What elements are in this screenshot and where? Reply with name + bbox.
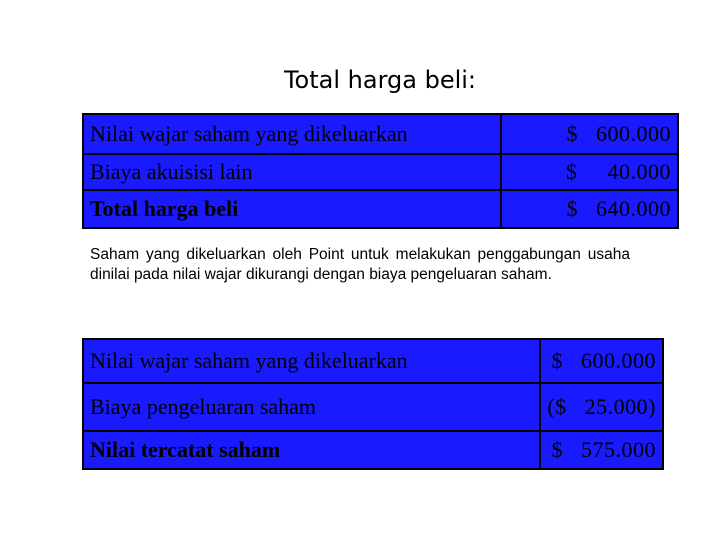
table-row — [83, 114, 678, 154]
stock-value-table — [82, 338, 664, 470]
table-row — [83, 190, 678, 228]
row-label: Biaya pengeluaran saham — [83, 383, 540, 431]
table-row — [83, 431, 663, 469]
total-label: Nilai tercatat saham — [83, 431, 540, 469]
total-value: $ 640.000 — [501, 190, 678, 228]
row-label: Nilai wajar saham yang dikeluarkan — [83, 339, 540, 383]
table-row — [83, 154, 678, 190]
purchase-price-table — [82, 113, 679, 229]
table-row — [83, 383, 663, 431]
row-value: $ 40.000 — [501, 154, 678, 190]
total-value: $ 575.000 — [540, 431, 663, 469]
explanation-paragraph: Saham yang dikeluarkan oleh Point untuk melakukan penggabungan usaha dinilai pada nilai wajar dikurangi dengan biaya pengeluaran saham. — [90, 246, 630, 283]
page-title: Total harga beli: — [283, 66, 477, 94]
total-label: Total harga beli — [83, 190, 501, 228]
row-value: $ 600.000 — [540, 339, 663, 383]
row-value: $ 600.000 — [501, 114, 678, 154]
row-value: ($ 25.000) — [540, 383, 663, 431]
row-label: Biaya akuisisi lain — [83, 154, 501, 190]
table-row — [83, 339, 663, 383]
row-label: Nilai wajar saham yang dikeluarkan — [83, 114, 501, 154]
